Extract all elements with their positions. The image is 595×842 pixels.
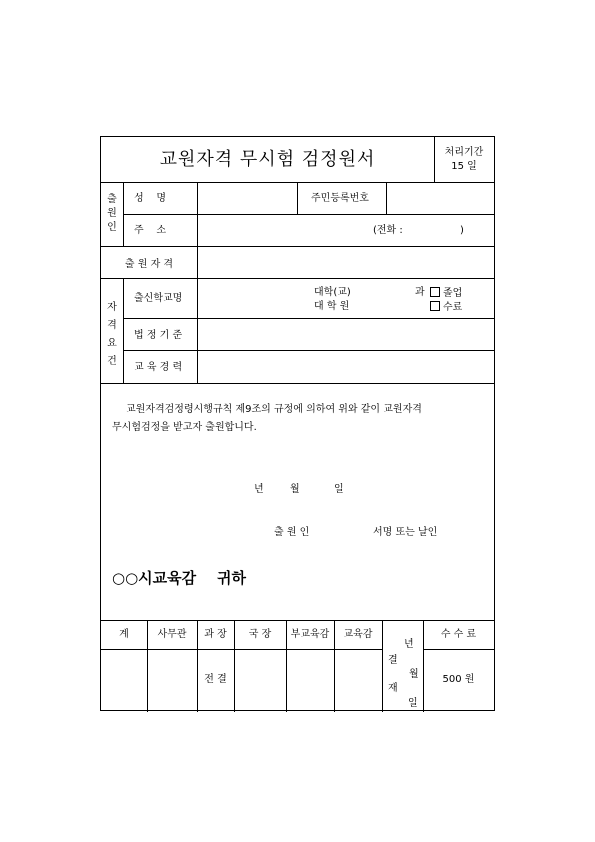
fee-value: 500 원 xyxy=(442,674,475,685)
qualification-field[interactable] xyxy=(198,247,492,277)
rrn-field[interactable] xyxy=(387,183,492,213)
qualification-label: 출 원 자 격 xyxy=(124,259,174,270)
requirements-section-label: 자 격 요 건 xyxy=(107,302,117,367)
grad-school-label: 대 학 원 xyxy=(314,301,350,312)
rrn-label: 주민등록번호 xyxy=(311,193,369,204)
decision-label-1: 결 xyxy=(388,655,398,666)
college-label: 대학(교) xyxy=(314,287,351,298)
approval-header-staff: 계 xyxy=(119,629,129,640)
dept-label: 과 xyxy=(415,287,425,298)
address-field[interactable] xyxy=(198,215,358,245)
completed-checkbox[interactable] xyxy=(430,301,440,311)
recipient: ○○시교육감 귀하 xyxy=(112,569,247,587)
school-label: 출신학교명 xyxy=(134,293,183,304)
date-year: 년 xyxy=(254,484,264,495)
application-form xyxy=(100,136,495,711)
decision-year: 년 xyxy=(404,639,414,650)
applicant-section-label: 출 원 인 xyxy=(107,194,117,233)
completed-option[interactable]: 수료 xyxy=(430,301,462,314)
date-day: 일 xyxy=(334,484,344,495)
legal-standard-label: 법 정 기 준 xyxy=(134,330,183,341)
legal-standard-field[interactable] xyxy=(198,319,492,349)
name-label: 성 명 xyxy=(134,193,167,204)
delegated-approval-label: 전 결 xyxy=(204,674,227,685)
decision-month: 월 xyxy=(409,669,419,680)
statement-line-1: 교원자격검정령시행규칙 제9조의 규정에 의하여 위와 같이 교원자격 xyxy=(126,404,422,415)
name-field[interactable] xyxy=(198,183,296,213)
phone-label: (전화 : ) xyxy=(373,225,464,236)
date-month: 월 xyxy=(290,484,300,495)
graduated-checkbox[interactable] xyxy=(430,287,440,297)
signature-label: 서명 또는 날인 xyxy=(373,527,438,538)
approval-header-director: 국 장 xyxy=(248,629,272,640)
processing-period-value: 15 일 xyxy=(451,161,477,172)
address-label: 주 소 xyxy=(134,225,167,236)
fee-label: 수 수 료 xyxy=(440,629,477,640)
statement-line-2: 무시험검정을 받고자 출원합니다. xyxy=(112,422,257,433)
applicant-sign-label: 출 원 인 xyxy=(274,527,310,538)
decision-day: 일 xyxy=(408,698,418,709)
career-label: 교 육 경 력 xyxy=(134,362,183,373)
decision-label-2: 재 xyxy=(388,683,398,694)
form-title: 교원자격 무시험 검정원서 xyxy=(159,149,376,170)
approval-header-superintendent: 교육감 xyxy=(343,629,373,640)
approval-header-vice-superintendent: 부교육감 xyxy=(290,629,330,640)
approval-header-officer: 사무관 xyxy=(157,629,187,640)
career-field[interactable] xyxy=(198,351,492,382)
graduated-option[interactable]: 졸업 xyxy=(430,287,462,300)
processing-period-label: 처리기간 xyxy=(444,147,484,158)
approval-header-section-chief: 과 장 xyxy=(204,629,227,640)
